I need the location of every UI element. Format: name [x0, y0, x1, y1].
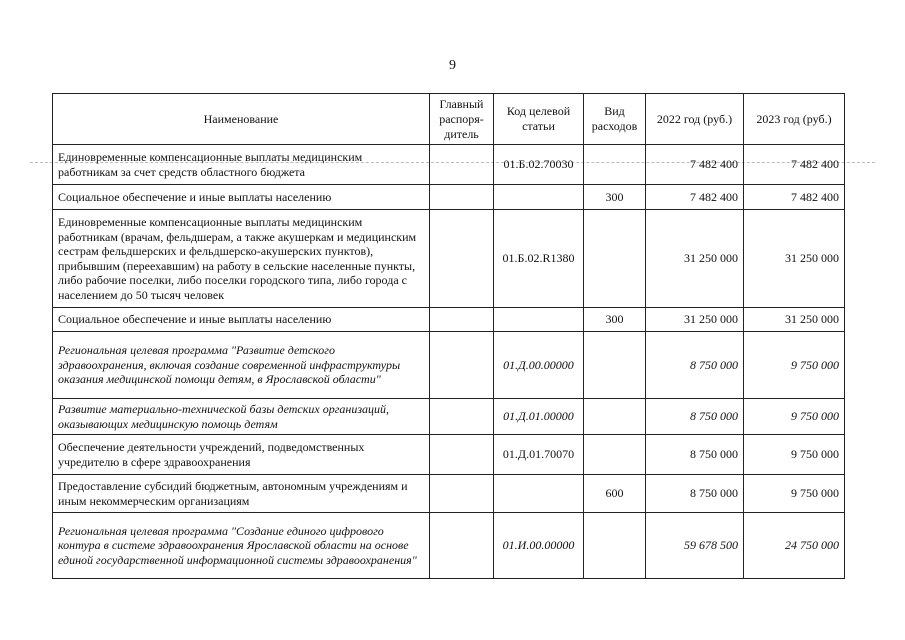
- row-2023: 9 750 000: [744, 399, 845, 435]
- row-2022: 7 482 400: [646, 185, 744, 210]
- row-name: Предоставление субсидий бюджетным, автономным учреждениям и иным некоммерческим организациям: [53, 475, 430, 513]
- row-2023: 31 250 000: [744, 210, 845, 308]
- header-name: Наименование: [53, 94, 430, 145]
- row-code: 01.Д.01.00000: [494, 399, 584, 435]
- header-code: Код целевой статьи: [494, 94, 584, 145]
- row-code: 01.Д.00.00000: [494, 332, 584, 399]
- row-name: Социальное обеспечение и иные выплаты населению: [53, 308, 430, 332]
- row-rasp: [430, 308, 494, 332]
- row-name: Социальное обеспечение и иные выплаты населению: [53, 185, 430, 210]
- row-vid: [584, 513, 646, 579]
- row-code: 01.Б.02.R1380: [494, 210, 584, 308]
- row-2022: 59 678 500: [646, 513, 744, 579]
- row-vid: [584, 145, 646, 185]
- table-row: [53, 332, 845, 399]
- row-2022: 31 250 000: [646, 210, 744, 308]
- row-2023: 9 750 000: [744, 435, 845, 475]
- row-rasp: [430, 332, 494, 399]
- table-row: [53, 399, 845, 435]
- row-code: 01.И.00.00000: [494, 513, 584, 579]
- row-name: Обеспечение деятельности учреждений, подведомственных учредителю в сфере здравоохранения: [53, 435, 430, 475]
- row-rasp: [430, 435, 494, 475]
- row-vid: [584, 399, 646, 435]
- header-2023: 2023 год (руб.): [744, 94, 845, 145]
- row-2023: 9 750 000: [744, 475, 845, 513]
- row-vid: 600: [584, 475, 646, 513]
- row-name: Единовременные компенсационные выплаты медицинским работникам (врачам, фельдшерам, а также акушеркам и медицинским сестрам фельдшерских и фельдшерско-акушерских пунктов), прибывшим (переехавшим) на работу в сельские населенные пункты, либо рабочие поселки, либо поселки городского типа, либо города с населением до 50 тысяч человек: [53, 210, 430, 308]
- row-code: 01.Д.01.70070: [494, 435, 584, 475]
- row-code: [494, 475, 584, 513]
- row-vid: [584, 435, 646, 475]
- table-row: [53, 210, 845, 308]
- row-code: [494, 185, 584, 210]
- page-number: 9: [449, 58, 456, 73]
- row-name: Региональная целевая программа "Развитие детского здравоохранения, включая создание современной инфраструктуры оказания медицинской помощи детям, в Ярославской области": [53, 332, 430, 399]
- row-rasp: [430, 145, 494, 185]
- row-code: [494, 308, 584, 332]
- table-header-row: [53, 94, 845, 145]
- row-vid: 300: [584, 185, 646, 210]
- row-code: 01.Б.02.70030: [494, 145, 584, 185]
- table-row: [53, 435, 845, 475]
- row-vid: 300: [584, 308, 646, 332]
- row-2023: 9 750 000: [744, 332, 845, 399]
- row-2022: 8 750 000: [646, 399, 744, 435]
- table-row: [53, 475, 845, 513]
- row-name: Единовременные компенсационные выплаты медицинским работникам за счет средств областного бюджета: [53, 145, 430, 185]
- row-2023: 7 482 400: [744, 145, 845, 185]
- table-row: [53, 308, 845, 332]
- header-vid: Вид расходов: [584, 94, 646, 145]
- row-name: Региональная целевая программа "Создание единого цифрового контура в системе здравоохранения Ярославской области на основе единой государственной информационной системы здравоохранения": [53, 513, 430, 579]
- table-row: [53, 185, 845, 210]
- row-rasp: [430, 210, 494, 308]
- row-2023: 24 750 000: [744, 513, 845, 579]
- row-vid: [584, 210, 646, 308]
- budget-table: [52, 93, 845, 579]
- row-rasp: [430, 185, 494, 210]
- row-2023: 7 482 400: [744, 185, 845, 210]
- row-rasp: [430, 475, 494, 513]
- row-vid: [584, 332, 646, 399]
- row-2022: 7 482 400: [646, 145, 744, 185]
- header-2022: 2022 год (руб.): [646, 94, 744, 145]
- row-name: Развитие материально-технической базы детских организаций, оказывающих медицинскую помощь детям: [53, 399, 430, 435]
- header-rasp: Главный распоря-дитель: [430, 94, 494, 145]
- row-2022: 8 750 000: [646, 435, 744, 475]
- table-row: [53, 513, 845, 579]
- row-2022: 31 250 000: [646, 308, 744, 332]
- row-rasp: [430, 399, 494, 435]
- row-2022: 8 750 000: [646, 332, 744, 399]
- row-2023: 31 250 000: [744, 308, 845, 332]
- row-rasp: [430, 513, 494, 579]
- table-row: [53, 145, 845, 185]
- row-2022: 8 750 000: [646, 475, 744, 513]
